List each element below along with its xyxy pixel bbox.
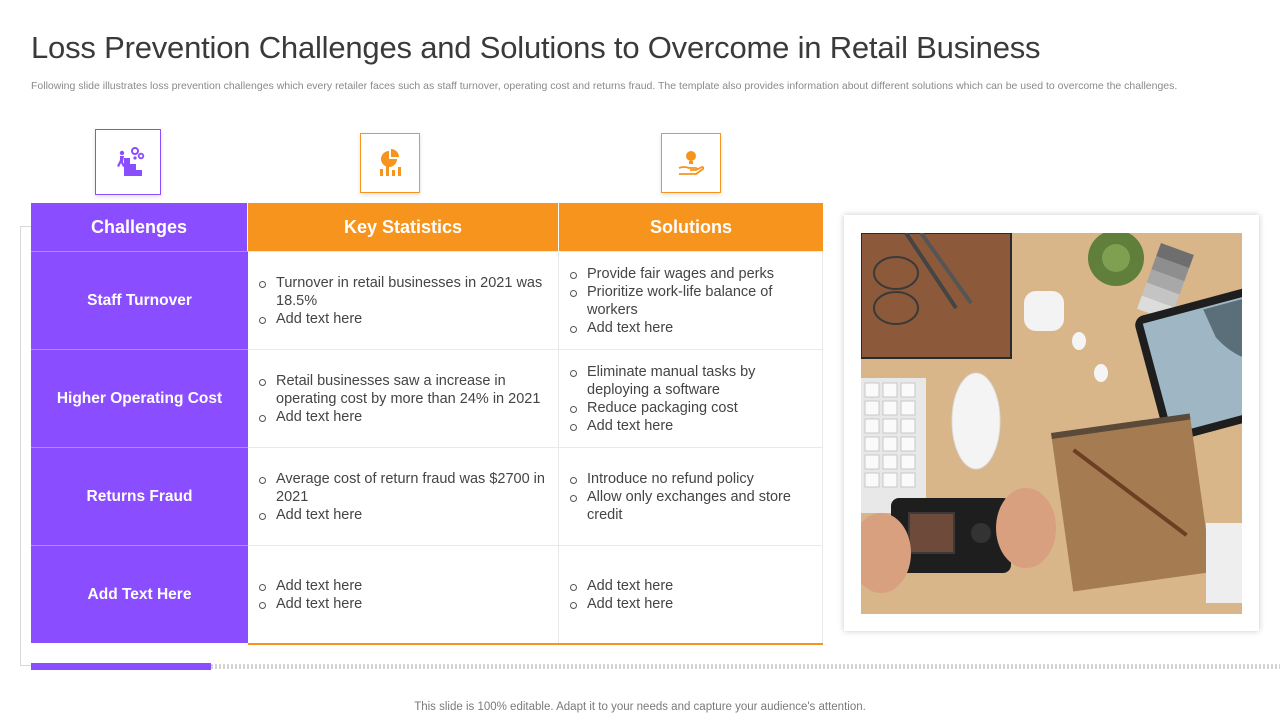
statistic-item: Retail businesses saw a increase in operating cost by more than 24% in 2021 <box>258 372 550 408</box>
table-header-row <box>31 203 823 251</box>
solution-item: Reduce packaging cost <box>569 399 814 417</box>
solution-item: Eliminate manual tasks by deploying a software <box>569 363 814 399</box>
solutions-cell <box>559 251 823 349</box>
slide-progress-fill <box>31 663 211 670</box>
challenge-label: Returns Fraud <box>31 447 248 545</box>
stairs-growth-icon <box>111 145 145 179</box>
solution-item: Add text here <box>569 417 814 435</box>
header-key-statistics: Key Statistics <box>248 203 559 251</box>
slide-progress-track <box>31 664 1280 669</box>
solutions-cell <box>559 349 823 447</box>
solution-item: Add text here <box>569 577 673 595</box>
statistic-item: Average cost of return fraud was $2700 in 2021 <box>258 470 550 506</box>
table-bottom-accent <box>248 643 823 645</box>
statistic-item: Turnover in retail businesses in 2021 was 18.5% <box>258 274 550 310</box>
slide-title: Loss Prevention Challenges and Solutions to Overcome in Retail Business <box>31 30 1041 65</box>
hand-lightbulb-solution-icon <box>676 148 706 178</box>
statistic-item: Add text here <box>258 310 550 328</box>
pie-chart-statistics-icon <box>375 148 405 178</box>
statistic-item: Add text here <box>258 577 362 595</box>
challenge-label: Staff Turnover <box>31 251 248 349</box>
header-challenges: Challenges <box>31 203 248 251</box>
challenges-table <box>31 203 823 643</box>
solution-item: Prioritize work-life balance of workers <box>569 283 814 319</box>
solutions-icon-box <box>661 133 721 193</box>
statistic-item: Add text here <box>258 408 550 426</box>
statistics-icon-box <box>360 133 420 193</box>
statistics-cell <box>248 349 559 447</box>
header-solutions: Solutions <box>559 203 823 251</box>
solution-item: Introduce no refund policy <box>569 470 814 488</box>
table-row <box>31 447 823 545</box>
table-row <box>31 545 823 643</box>
challenges-icon-box <box>95 129 161 195</box>
solution-item: Add text here <box>569 595 673 613</box>
solution-item: Add text here <box>569 319 814 337</box>
statistic-item: Add text here <box>258 595 362 613</box>
challenge-label: Add Text Here <box>31 545 248 643</box>
slide-subtitle: Following slide illustrates loss prevention challenges which every retailer faces such as staff turnover, operating cost and returns fraud. The template also provides information about different solutions which can be used to overcome the challenges. <box>31 80 1178 92</box>
statistic-item: Add text here <box>258 506 550 524</box>
footer-note: This slide is 100% editable. Adapt it to your needs and capture your audience's attention. <box>414 701 866 713</box>
solutions-cell <box>559 545 823 643</box>
statistics-cell <box>248 251 559 349</box>
desk-photo <box>861 233 1242 614</box>
statistics-cell <box>248 447 559 545</box>
statistics-cell <box>248 545 559 643</box>
table-row <box>31 251 823 349</box>
challenge-label: Higher Operating Cost <box>31 349 248 447</box>
solutions-cell <box>559 447 823 545</box>
solution-item: Provide fair wages and perks <box>569 265 814 283</box>
table-row <box>31 349 823 447</box>
solution-item: Allow only exchanges and store credit <box>569 488 814 524</box>
